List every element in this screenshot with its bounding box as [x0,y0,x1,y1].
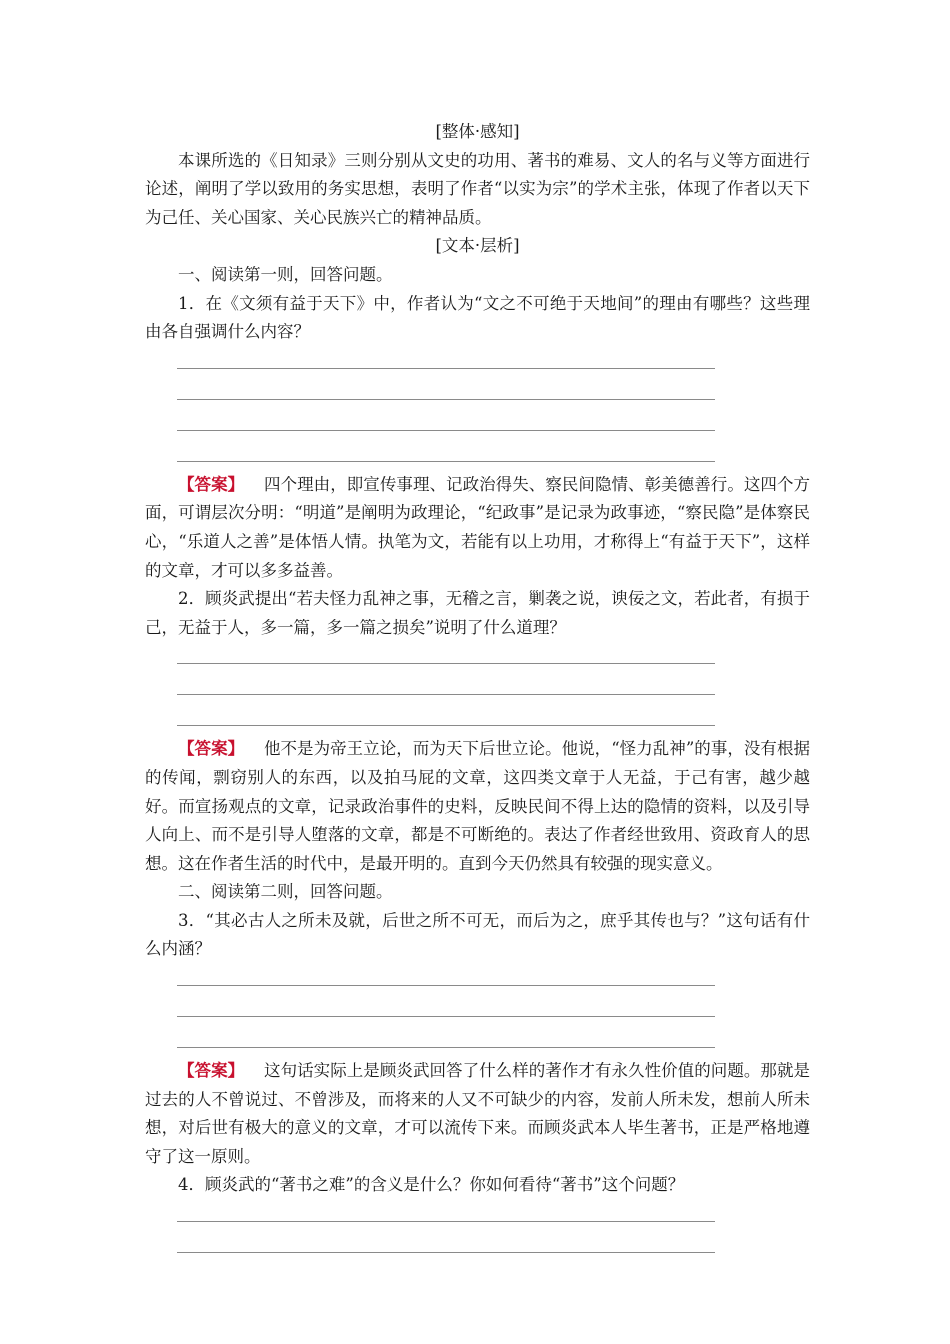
lesson-content [145,118,810,1262]
answer-label: 【答案】 [178,474,245,494]
overview-title: [整体·感知] [435,122,520,141]
answer-line[interactable] [177,964,810,995]
answer-line[interactable] [177,347,810,378]
question-4: 4．顾炎武的“著书之难”的含义是什么？你如何看待“著书”这个问题？ [178,1175,685,1195]
part1-heading: 一、阅读第一则，回答问题。 [178,264,393,284]
analysis-title: [文本·层析] [435,236,520,256]
answer-3-text: 这句话实际上是顾炎武回答了什么样的著作才有永久性价值的问题。那就是过去的人不曾说过、不曾涉及，而将来的人又不可缺少的内容，发前人所未发，想前人所未想，对后世有极大的意义的文章，才可以流传下来。而顾炎武本人毕生著书，正是严格地遵守了这一原则。 [145,1061,811,1166]
answer-lines-q4 [145,1200,810,1262]
answer-label: 【答案】 [178,1061,245,1081]
answer-line[interactable] [177,642,810,673]
answer-lines-q2 [145,642,810,735]
answer-2-text: 他不是为帝王立论，而为天下后世立论。他说，“怪力乱神”的事，没有根据的传闻，剽窃别人的东西，以及拍马屁的文章，这四类文章于人无益，于己有害，越少越好。而宣扬观点的文章，记录政治事件的史料，反映民间不得上达的隐情的资料，以及引导人向上、而不是引导人堕落的文章，都是不可断绝的。表达了作者经世致用、资政育人的思想。这在作者生活的时代中，是最开明的。直到今天仍然具有较强的现实意义。 [145,739,810,873]
overview-text: 本课所选的《日知录》三则分别从文史的功用、著书的难易、文人的名与义等方面进行论述，阐明了学以致用的务实思想，表明了作者“以实为宗”的学术主张，体现了作者以天下为己任、关心国家、关心民族兴亡的精神品质。 [145,150,810,227]
answer-lines-q1 [145,347,810,471]
answer-line[interactable] [177,704,810,735]
part2-heading: 二、阅读第二则，回答问题。 [178,882,393,902]
answer-line[interactable] [177,1026,810,1057]
question-3: 3．“其必古人之所未及就，后世之所不可无，而后为之，庶乎其传也与？”这句话有什么内涵？ [145,910,810,959]
question-2: 2．顾炎武提出“若夫怪力乱神之事，无稽之言，剿袭之说，谀佞之文，若此者，有损于己，无益于人，多一篇，多一篇之损矣”说明了什么道理？ [145,589,810,637]
question-1: 1．在《文须有益于天下》中，作者认为“文之不可绝于天地间”的理由有哪些？这些理由各自强调什么内容？ [145,293,810,342]
answer-lines-q3 [145,964,810,1057]
answer-label: 【答案】 [178,739,245,759]
answer-line[interactable] [177,1231,810,1262]
answer-line[interactable] [177,440,810,471]
answer-2 [145,735,810,878]
answer-line[interactable] [177,995,810,1026]
answer-1 [145,471,810,585]
answer-3 [145,1057,810,1171]
answer-1-text: 四个理由，即宣传事理、记政治得失、察民间隐情、彰美德善行。这四个方面，可谓层次分明：“明道”是阐明为政理论，“纪政事”是记录为政事迹，“察民隐”是体察民心，“乐道人之善”是体悟人情。执笔为文，若能有以上功用，才称得上“有益于天下”，这样的文章，才可以多多益善。 [145,474,811,580]
answer-line[interactable] [177,378,810,409]
answer-line[interactable] [177,673,810,704]
answer-line[interactable] [177,409,810,440]
answer-line[interactable] [177,1200,810,1231]
